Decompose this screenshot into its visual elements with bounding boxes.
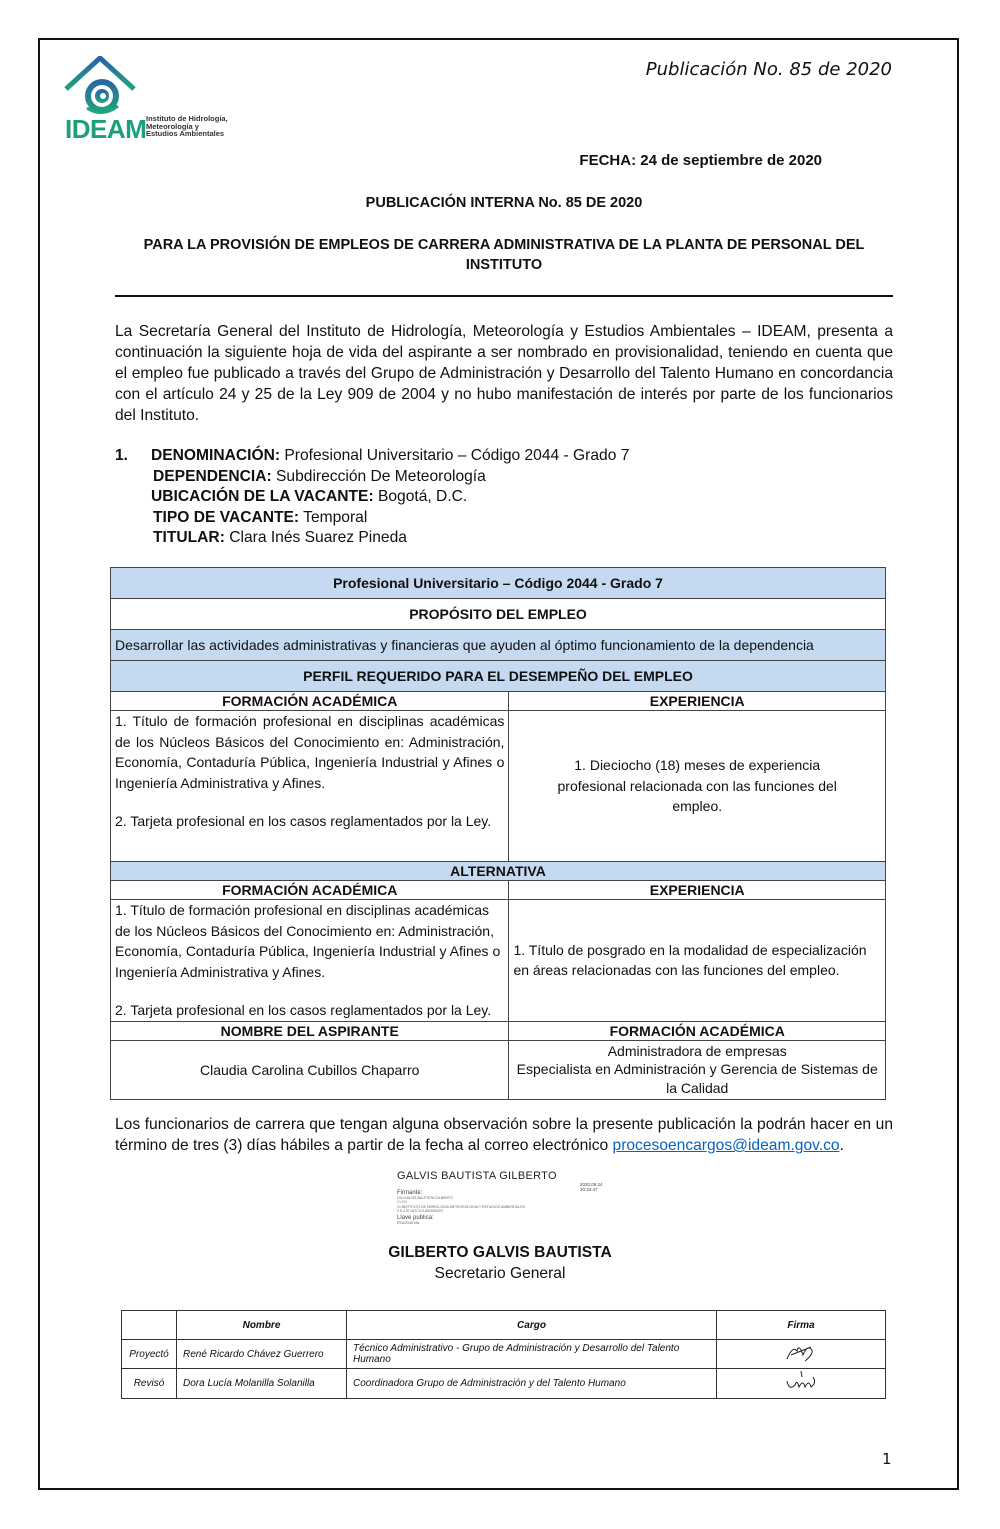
candidate-name: Claudia Carolina Cubillos Chaparro (111, 1040, 509, 1099)
alt-experience-requirement: 1. Título de posgrado en la modalidad de especialización en áreas relacionadas con las funciones del empleo. (509, 900, 886, 1022)
field-label: DEPENDENCIA: (153, 467, 272, 485)
esig-signer-line: CN=GALVIS BAUTISTA GILBERTO (397, 1196, 453, 1200)
vacancy-field-titular (115, 528, 629, 549)
esig-name: GALVIS BAUTISTA GILBERTO (397, 1170, 557, 1182)
review-row (122, 1340, 886, 1369)
field-value: Temporal (299, 508, 368, 526)
alt-education-requirements (111, 900, 509, 1022)
esig-signer-label: Firmante: (397, 1190, 423, 1196)
esig-key-value: RSA/2048 bits (397, 1221, 420, 1226)
field-label: TIPO DE VACANTE: (153, 508, 300, 526)
review-row (122, 1369, 886, 1399)
signatory-title: Secretario General (434, 1265, 566, 1282)
review-role: Proyectó (122, 1340, 177, 1369)
job-title-cell: Profesional Universitario – Código 2044 - Grado 7 (111, 568, 886, 599)
date-line: FECHA: 24 de septiembre de 2020 (579, 152, 822, 169)
education-item: 1. Título de formación profesional en disciplinas académicas de los Núcleos Básicos del Conocimiento en: Administración, Economía, Contaduría Pública, Ingeniería Industrial y Afines o Ingeniería Administrativa y Afines. (115, 902, 501, 980)
candidate-degree: Especialista en Administración y Gerencia de Sistemas de la Calidad (516, 1061, 878, 1096)
document-title: PUBLICACIÓN INTERNA No. 85 DE 2020 (365, 195, 643, 211)
ideam-logo (62, 56, 232, 146)
intro-paragraph: La Secretaría General del Instituto de Hidrología, Meteorología y Estudios Ambientales – IDEAM, presenta a continuación la siguiente hoja de vida del aspirante a ser nombrado en provisionalidad, teniendo en cuenta que el empleo fue publicado a través del Grupo de Administración y Desarrollo del Talento Humano en concordancia con el artículo 24 y 25 de la Ley 909 de 2004 y no hubo manifestación de interés por parte de los funcionarios del Instituto. (115, 323, 893, 424)
handwritten-signature-icon (717, 1369, 886, 1399)
field-label: TITULAR: (153, 529, 225, 546)
publication-label: Publicación No. 85 de 2020 (645, 59, 892, 80)
experience-requirement: 1. Dieciocho (18) meses de experiencia profesional relacionada con las funciones del empleo. (509, 711, 886, 862)
esig-signer-line: C=CO (397, 1200, 407, 1205)
vacancy-details (115, 446, 629, 549)
education-heading: FORMACIÓN ACADÉMICA (111, 692, 509, 711)
field-value: Clara Inés Suarez Pineda (224, 529, 407, 546)
review-header-signature: Firma (717, 1311, 886, 1340)
vacancy-field-ubicacion (115, 487, 629, 508)
review-header-position: Cargo (347, 1311, 717, 1340)
alternative-heading: ALTERNATIVA (111, 862, 886, 881)
candidate-education-heading: FORMACIÓN ACADÉMICA (509, 1021, 886, 1040)
candidate-name-heading: NOMBRE DEL ASPIRANTE (111, 1021, 509, 1040)
esig-key-label: Llave publica: (397, 1215, 434, 1222)
education-item: 2. Tarjeta profesional en los casos reglamentados por la Ley. (115, 1002, 492, 1018)
candidate-education (509, 1040, 886, 1099)
esig-signer-line: 2.5.4.97=NTCCO-800090023 (397, 1208, 443, 1213)
review-role: Revisó (122, 1369, 177, 1399)
vacancy-number: 1. (115, 447, 129, 464)
closing-end: . (839, 1137, 844, 1154)
field-value: Bogotá, D.C. (373, 488, 468, 505)
closing-text: Los funcionarios de carrera que tengan alguna observación sobre la presente publicación la podrán hacer en un término de tres (3) días hábiles a partir de la fecha al correo electrónico (115, 1116, 893, 1154)
logo-line: Estudios Ambientales (146, 129, 225, 138)
alt-education-heading: FORMACIÓN ACADÉMICA (111, 881, 509, 900)
review-header-name: Nombre (177, 1311, 347, 1340)
review-header-blank (122, 1311, 177, 1340)
review-table (121, 1310, 886, 1399)
review-position: Coordinadora Grupo de Administración y del Talento Humano (347, 1369, 717, 1399)
logo-line: Instituto de Hidrología, (146, 114, 228, 123)
purpose-heading: PROPÓSITO DEL EMPLEO (111, 599, 886, 630)
education-item: 1. Título de formación profesional en disciplinas académicas de los Núcleos Básicos del Conocimiento en: Administración, Economía, Contaduría Pública, Ingeniería Industrial y Afines o Ingeniería Administrativa y Afines. (115, 713, 505, 791)
experience-heading: EXPERIENCIA (509, 692, 886, 711)
vacancy-field-tipo (115, 508, 629, 529)
signatory-name: GILBERTO GALVIS BAUTISTA (388, 1244, 612, 1261)
field-value: Profesional Universitario – Código 2044 - Grado 7 (280, 447, 630, 464)
review-name: Dora Lucía Molanilla Solanilla (177, 1369, 347, 1399)
job-profile-table (110, 567, 886, 1100)
education-requirements (111, 711, 509, 862)
logo-institute-name (146, 115, 228, 138)
vacancy-field-dependencia (115, 467, 629, 488)
logo-line: Meteorología y (146, 121, 199, 131)
field-label: DENOMINACIÓN: (151, 447, 281, 464)
education-item: 2. Tarjeta profesional en los casos reglamentados por la Ley. (115, 813, 492, 829)
electronic-signature (397, 1170, 617, 1225)
review-name: René Ricardo Chávez Guerrero (177, 1340, 347, 1369)
purpose-text: Desarrollar las actividades administrativas y financieras que ayuden al óptimo funcionamiento de la dependencia (111, 630, 886, 661)
esig-timestamp: 2020.09.24 20:34:47 (580, 1182, 603, 1192)
field-label: UBICACIÓN DE LA VACANTE: (151, 488, 374, 505)
closing-paragraph (115, 1114, 893, 1156)
esig-signer-line: O=INSTITUTO DE HIDROLOGIA METEOROLOGIA Y ESTUDIOS AMBIENTALES (397, 1204, 526, 1209)
field-value: Subdirección De Meteorología (271, 467, 486, 485)
vacancy-field-denominacion (115, 446, 629, 467)
ideam-logo-icon (62, 56, 152, 118)
page-number: 1 (882, 1450, 892, 1468)
logo-acronym: IDEAM (65, 114, 147, 144)
document-subtitle: PARA LA PROVISIÓN DE EMPLEOS DE CARRERA ADMINISTRATIVA DE LA PLANTA DE PERSONAL DEL INSTITUTO (143, 237, 865, 273)
candidate-degree: Administradora de empresas (607, 1042, 787, 1059)
handwritten-signature-icon (717, 1340, 886, 1369)
header-divider (115, 295, 893, 297)
review-position: Técnico Administrativo - Grupo de Administración y Desarrollo del Talento Humano (347, 1340, 717, 1369)
profile-heading: PERFIL REQUERIDO PARA EL DESEMPEÑO DEL EMPLEO (111, 661, 886, 692)
alt-experience-heading: EXPERIENCIA (509, 881, 886, 900)
email-link[interactable]: procesoencargos@ideam.gov.co (612, 1137, 840, 1154)
